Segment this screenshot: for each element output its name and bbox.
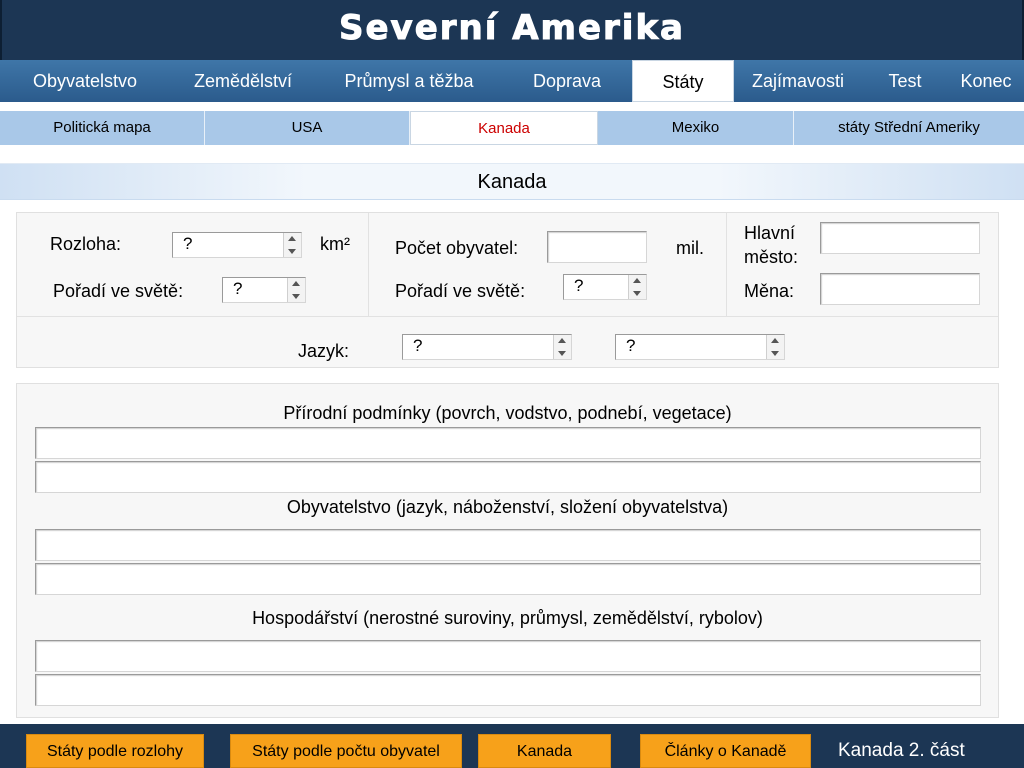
nature-input-2[interactable] xyxy=(35,461,981,493)
main-nav xyxy=(0,60,1024,102)
economy-heading: Hospodářství (nerostné suroviny, průmysl, zemědělství, rybolov) xyxy=(252,608,763,628)
canada-button[interactable]: Kanada xyxy=(478,734,611,768)
capital-label-line-1: Hlavní xyxy=(744,223,796,243)
area-spinner[interactable] xyxy=(172,232,302,258)
area-rank-value: ? xyxy=(233,279,243,298)
nature-heading: Přírodní podmínky (povrch, vodstvo, podnebí, vegetace) xyxy=(283,403,732,423)
tab-doprava[interactable]: Doprava xyxy=(532,71,602,91)
capital-label-line-2: město: xyxy=(744,247,799,267)
capital-field[interactable] xyxy=(820,222,980,254)
population-rank-value: ? xyxy=(574,276,584,295)
area-label: Rozloha: xyxy=(50,234,122,254)
articles-about-canada-button[interactable]: Články o Kanadě xyxy=(640,734,811,768)
language-1-value: ? xyxy=(413,336,423,355)
area-rank-label: Pořadí ve světě: xyxy=(53,281,184,301)
subtab-politicka-mapa[interactable]: Politická mapa xyxy=(0,111,205,145)
population-label: Počet obyvatel: xyxy=(395,238,519,258)
subtab-kanada[interactable]: Kanada xyxy=(410,111,598,145)
sub-nav xyxy=(0,111,1024,145)
subtab-staty-stredni-ameriky[interactable]: státy Střední Ameriky xyxy=(838,119,980,136)
spinner-arrows-icon[interactable] xyxy=(766,335,784,359)
part-label: Kanada 2. část xyxy=(838,740,965,761)
subtab-usa[interactable]: USA xyxy=(205,111,410,145)
footer-bar xyxy=(0,724,1024,768)
area-value: ? xyxy=(183,234,193,253)
economy-input-1[interactable] xyxy=(35,640,981,672)
divider xyxy=(368,213,369,316)
population-rank-label: Pořadí ve světě: xyxy=(395,281,526,301)
economy-input-2[interactable] xyxy=(35,674,981,706)
spinner-arrows-icon[interactable] xyxy=(553,335,571,359)
app-header xyxy=(0,0,1024,60)
spinner-arrows-icon[interactable] xyxy=(287,278,305,302)
population-rank-spinner[interactable] xyxy=(563,274,647,300)
capital-label xyxy=(744,221,798,269)
tab-obyvatelstvo[interactable]: Obyvatelstvo xyxy=(32,71,138,91)
population-field[interactable] xyxy=(547,231,647,263)
section-title: Kanada xyxy=(0,163,1024,200)
subtab-mexiko[interactable]: Mexiko xyxy=(598,111,794,145)
tab-zemedelstvi[interactable]: Zemědělství xyxy=(193,71,293,91)
info-panel xyxy=(16,212,999,368)
population-heading: Obyvatelstvo (jazyk, náboženství, složení obyvatelstva) xyxy=(286,497,729,517)
language-label: Jazyk: xyxy=(298,341,350,361)
area-rank-spinner[interactable] xyxy=(222,277,306,303)
description-panel xyxy=(16,383,999,718)
area-unit: km² xyxy=(320,234,350,254)
page-title: Severní Amerika xyxy=(338,8,685,48)
tab-staty[interactable]: Státy xyxy=(632,60,734,102)
tab-konec[interactable]: Konec xyxy=(960,71,1012,91)
nature-input-1[interactable] xyxy=(35,427,981,459)
tab-zajimavosti[interactable]: Zajímavosti xyxy=(751,71,845,91)
currency-field[interactable] xyxy=(820,273,980,305)
population-input-2[interactable] xyxy=(35,563,981,595)
currency-label: Měna: xyxy=(744,281,795,301)
population-input-1[interactable] xyxy=(35,529,981,561)
language-2-spinner[interactable] xyxy=(615,334,785,360)
spinner-arrows-icon[interactable] xyxy=(283,233,301,257)
language-2-value: ? xyxy=(626,336,636,355)
tab-test[interactable]: Test xyxy=(888,71,922,91)
divider xyxy=(726,213,727,316)
states-by-population-button[interactable]: Státy podle počtu obyvatel xyxy=(230,734,462,768)
tab-prumysl-a-tezba[interactable]: Průmysl a těžba xyxy=(344,71,474,91)
population-unit: mil. xyxy=(676,238,704,258)
spinner-arrows-icon[interactable] xyxy=(628,275,646,299)
states-by-area-button[interactable]: Státy podle rozlohy xyxy=(26,734,204,768)
divider xyxy=(17,316,998,317)
language-1-spinner[interactable] xyxy=(402,334,572,360)
